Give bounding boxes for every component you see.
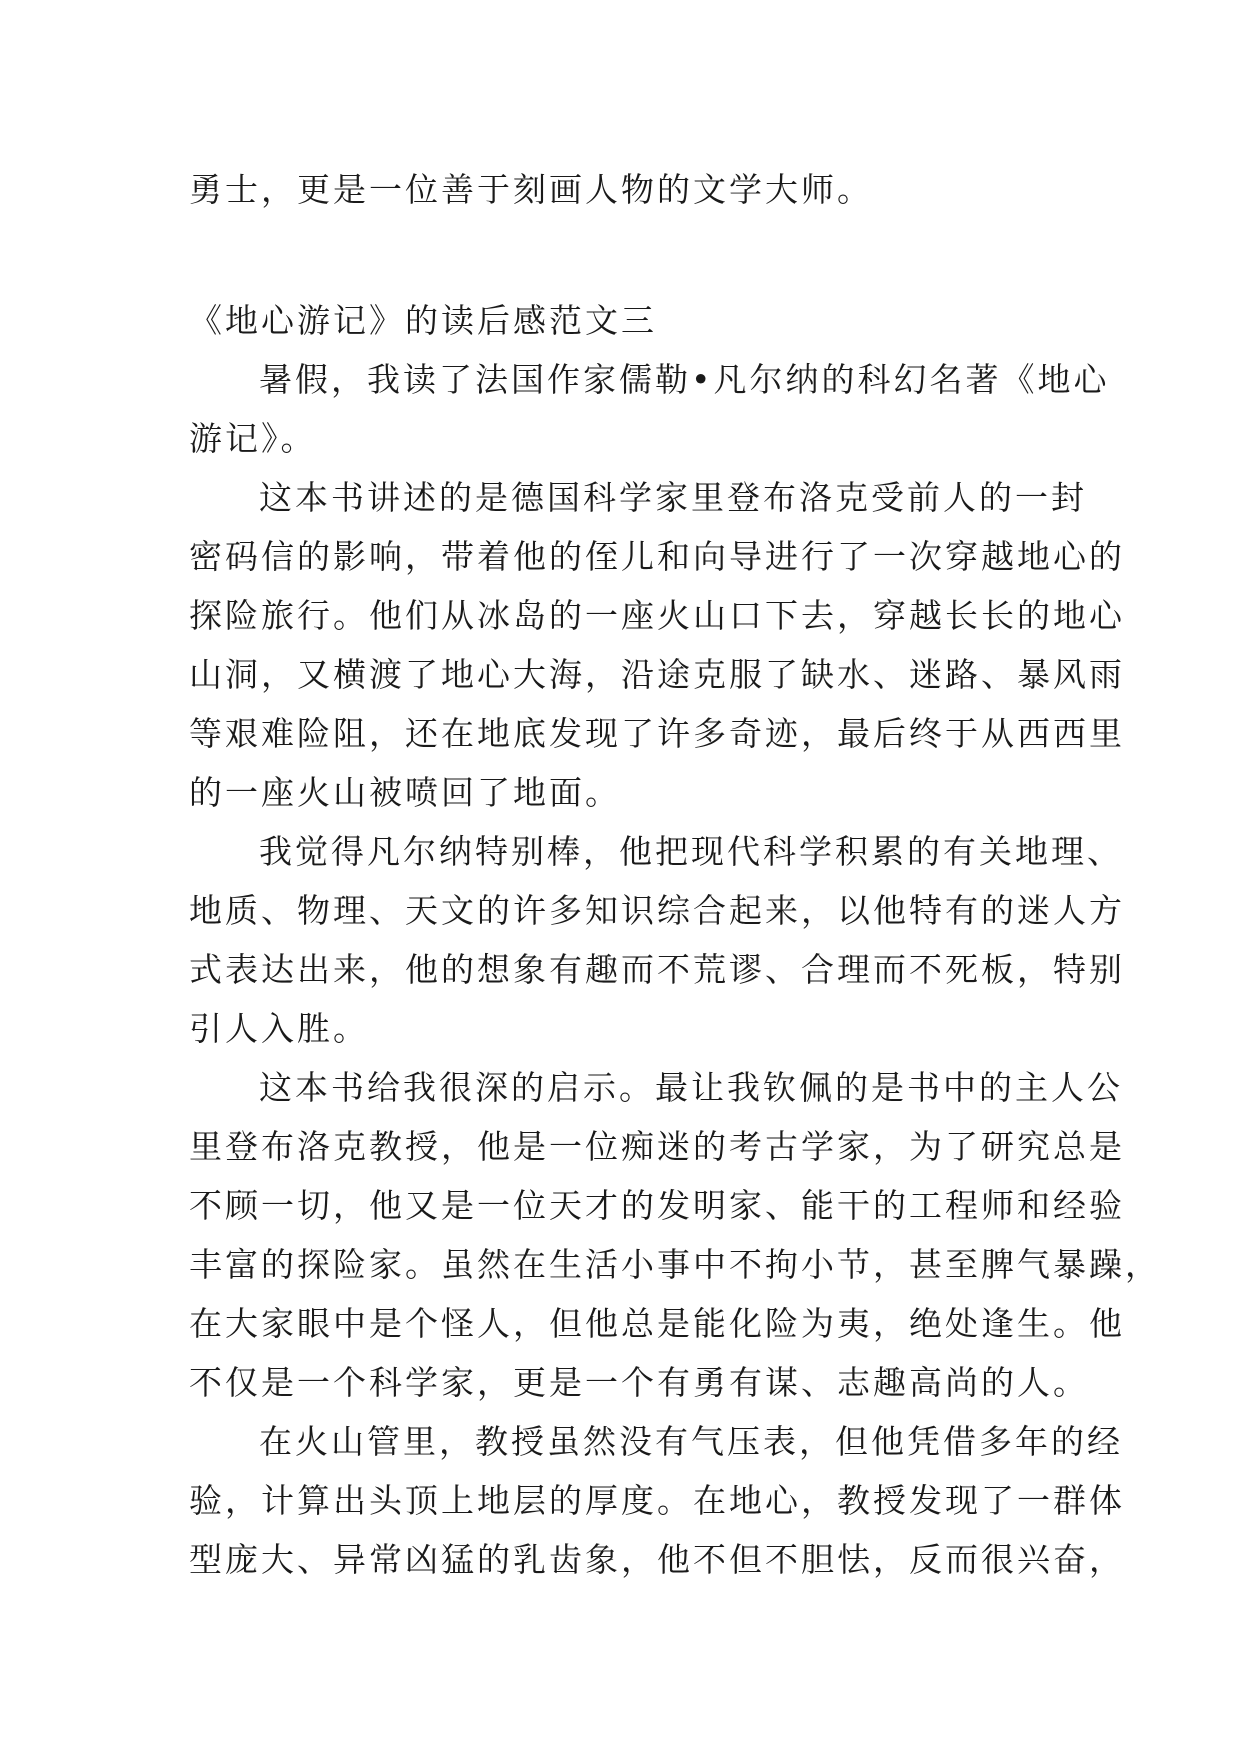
paragraph-line: 山洞，又横渡了地心大海，沿途克服了缺水、迷路、暴风雨: [189, 655, 1125, 694]
paragraph-line: 式表达出来，他的想象有趣而不荒谬、合理而不死板，特别: [189, 950, 1125, 989]
paragraph-line: 里登布洛克教授，他是一位痴迷的考古学家，为了研究总是: [189, 1127, 1125, 1166]
paragraph-line: 在大家眼中是个怪人，但他总是能化险为夷，绝处逢生。他: [189, 1304, 1125, 1343]
paragraph-5: [189, 1412, 1125, 1589]
paragraph-line: 我觉得凡尔纳特别棒，他把现代科学积累的有关地理、: [259, 832, 1123, 871]
paragraph-line: 暑假，我读了法国作家儒勒•凡尔纳的科幻名著《地心: [259, 360, 1110, 399]
section-gap: [189, 219, 1055, 291]
paragraph-line: 这本书讲述的是德国科学家里登布洛克受前人的一封: [259, 478, 1087, 517]
paragraph-line: 探险旅行。他们从冰岛的一座火山口下去，穿越长长的地心: [189, 596, 1125, 635]
paragraph-3: [189, 822, 1125, 1058]
paragraph-line: 丰富的探险家。虽然在生活小事中不拘小节，甚至脾气暴躁，: [189, 1245, 1161, 1284]
paragraph-4: [189, 1058, 1161, 1412]
paragraph-line: 的一座火山被喷回了地面。: [189, 773, 621, 812]
paragraph-line: 地质、物理、天文的许多知识综合起来，以他特有的迷人方: [189, 891, 1125, 930]
paragraph-line: 这本书给我很深的启示。最让我钦佩的是书中的主人公: [259, 1068, 1123, 1107]
paragraph-line: 引人入胜。: [189, 1009, 369, 1048]
paragraph-1: [189, 350, 1110, 468]
document-body: [189, 160, 1161, 1589]
paragraph-line: 在火山管里，教授虽然没有气压表，但他凭借多年的经: [259, 1422, 1123, 1461]
paragraph-line: 型庞大、异常凶猛的乳齿象，他不但不胆怯，反而很兴奋，: [189, 1540, 1125, 1579]
paragraph-line: 不仅是一个科学家，更是一个有勇有谋、志趣高尚的人。: [189, 1363, 1089, 1402]
paragraph-line: 不顾一切，他又是一位天才的发明家、能干的工程师和经验: [189, 1186, 1125, 1225]
continuation-line: 勇士，更是一位善于刻画人物的文学大师。: [189, 170, 873, 209]
paragraph-line: 密码信的影响，带着他的侄儿和向导进行了一次穿越地心的: [189, 537, 1125, 576]
paragraph-line: 验，计算出头顶上地层的厚度。在地心，教授发现了一群体: [189, 1481, 1125, 1520]
paragraph-2: [189, 468, 1125, 822]
section-heading: 《地心游记》的读后感范文三: [189, 301, 657, 340]
paragraph-line: 游记》。: [189, 419, 317, 458]
paragraph-line: 等艰难险阻，还在地底发现了许多奇迹，最后终于从西西里: [189, 714, 1125, 753]
